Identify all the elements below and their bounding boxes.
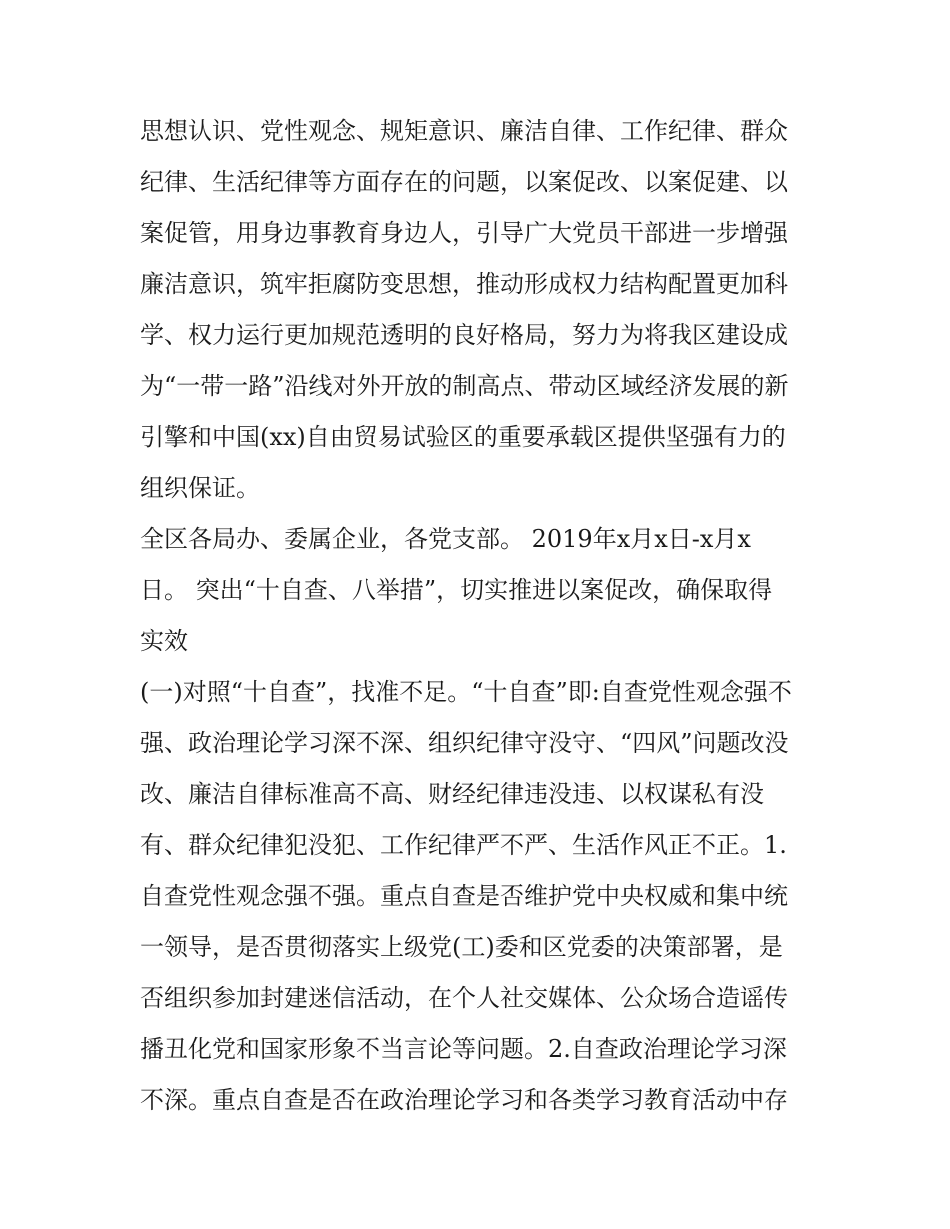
text-line: 自查党性观念强不强。重点自查是否维护党中央权威和集中统 [140,882,788,910]
text-line: 引擎和中国(xx)自由贸易试验区的重要承载区提供坚强有力的 [140,423,786,451]
text-line: 思想认识、党性观念、规矩意识、廉洁自律、工作纪律、群众 [140,117,788,145]
text-line: 廉洁意识，筑牢拒腐防变思想，推动形成权力结构配置更加科 [140,270,788,298]
text-line: 案促管，用身边事教育身边人，引导广大党员干部进一步增强 [140,219,788,247]
text-line: (一)对照“十自查”，找准不足。“十自查”即:自查党性观念强不 [140,678,792,706]
text-line: 学、权力运行更加规范透明的良好格局，努力为将我区建设成 [140,321,788,349]
text-line: 纪律、生活纪律等方面存在的问题，以案促改、以案促建、以 [140,168,788,196]
text-line: 不深。重点自查是否在政治理论学习和各类学习教育活动中存 [140,1086,788,1114]
text-line: 改、廉洁自律标准高不高、财经纪律违没违、以权谋私有没 [140,780,764,808]
text-line: 组织保证。 [140,474,260,502]
text-line: 全区各局办、委属企业，各党支部。 2019年x月x日-x月x [140,525,751,553]
text-line: 强、政治理论学习深不深、组织纪律守没守、“四风”问题改没 [140,729,789,757]
text-line: 否组织参加封建迷信活动，在个人社交媒体、公众场合造谣传 [140,984,788,1012]
document-body [140,106,820,1126]
text-line: 日。 突出“十自查、八举措”，切实推进以案促改，确保取得 [140,576,773,604]
text-line: 为“一带一路”沿线对外开放的制高点、带动区域经济发展的新 [140,372,789,400]
text-line: 实效 [140,627,188,655]
text-line: 一领导，是否贯彻落实上级党(工)委和区党委的决策部署，是 [140,933,783,961]
text-line: 有、群众纪律犯没犯、工作纪律严不严、生活作风正不正。1. [140,831,787,859]
text-line: 播丑化党和国家形象不当言论等问题。2.自查政治理论学习深 [140,1035,787,1063]
